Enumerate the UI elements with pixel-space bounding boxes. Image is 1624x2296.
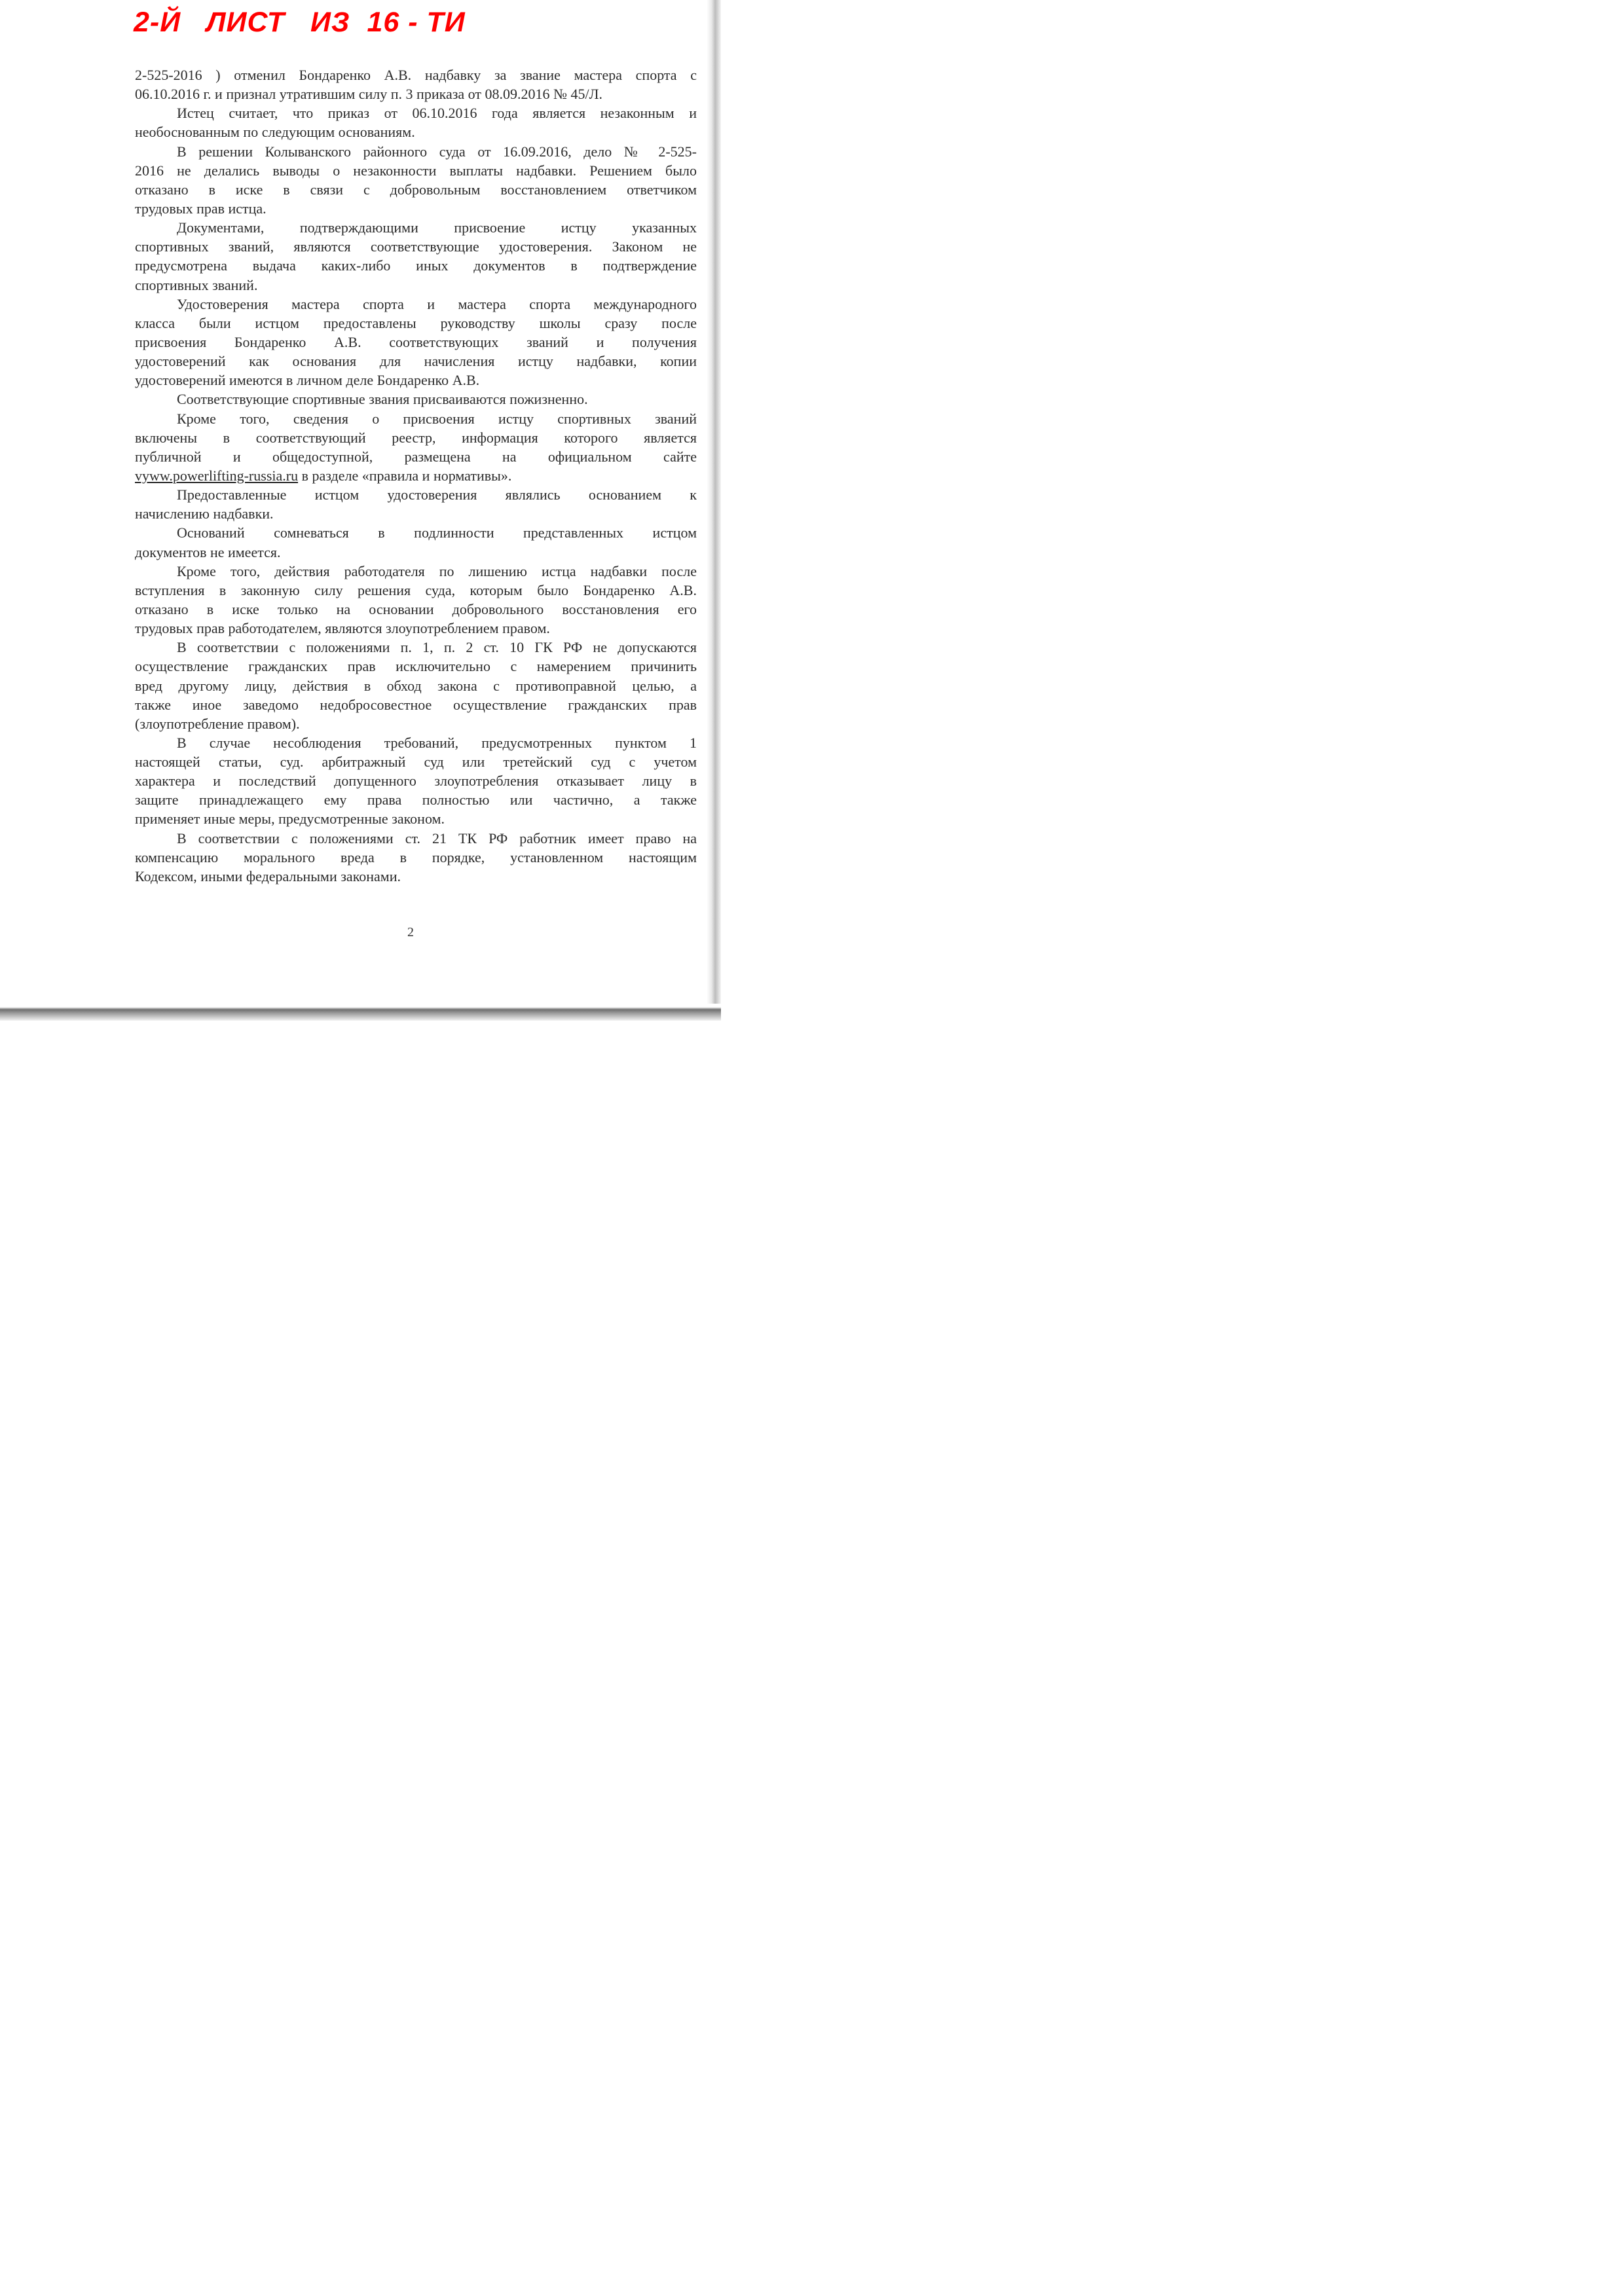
text-line: Соответствующие спортивные звания присваиваются пожизненно.	[177, 391, 588, 408]
text-line: удостоверений имеются в личном деле Бондаренко А.В.	[135, 372, 480, 389]
page-number: 2	[407, 925, 414, 939]
scan-shadow-right	[707, 0, 721, 1021]
text-line: Оснований сомневаться в подлинности представленных истцом	[177, 524, 697, 541]
text-line: применяет иные меры, предусмотренные законом.	[135, 811, 445, 828]
text-line: В соответствии с положениями ст. 21 ТК РФ работник имеет право на	[177, 829, 697, 847]
document-body	[135, 65, 697, 886]
text-line: удостоверений как основания для начисления истцу надбавки, копии	[135, 353, 697, 370]
text-line-tail: в разделе «правила и нормативы».	[298, 467, 512, 484]
text-line: Предоставленные истцом удостоверения являлись основанием к	[177, 486, 697, 503]
text-line: отказано в иске в связи с добровольным восстановлением ответчиком	[135, 181, 697, 198]
website-link[interactable]: vyww.powerlifting-russia.ru	[135, 467, 299, 484]
text-line: вред другому лицу, действия в обход закона с противоправной целью, а	[135, 677, 697, 694]
text-line: включены в соответствующий реестр, информация которого является	[135, 429, 697, 446]
sheet-label: 2-Й ЛИСТ ИЗ 16 - ТИ	[134, 7, 466, 38]
text-line: также иное заведомо недобросовестное осуществление гражданских прав	[135, 696, 697, 713]
text-line: класса были истцом предоставлены руководству школы сразу после	[135, 314, 697, 331]
text-line: В случае несоблюдения требований, предусмотренных пунктом 1	[177, 734, 697, 751]
text-line: отказано в иске только на основании добровольного восстановления его	[135, 600, 697, 617]
text-line: 2-525-2016 ) отменил Бондаренко А.В. надбавку за звание мастера спорта с	[135, 67, 697, 83]
text-line: документов не имеется.	[135, 543, 281, 560]
text-line: трудовых прав работодателем, являются злоупотреблением правом.	[135, 620, 550, 637]
text-line: предусмотрена выдача каких-либо иных документов в подтверждение	[135, 257, 697, 274]
text-line: характера и последствий допущенного злоупотребления отказывает лицу в	[135, 773, 697, 790]
text-line: 06.10.2016 г. и признал утратившим силу п. 3 приказа от 08.09.2016 № 45/Л.	[135, 86, 603, 103]
scan-shadow-bottom	[0, 1004, 721, 1021]
text-line: (злоупотребление правом).	[135, 715, 300, 732]
text-line: Документами, подтверждающими присвоение истцу указанных	[177, 219, 697, 236]
text-line: Кроме того, действия работодателя по лишению истца надбавки после	[177, 562, 697, 579]
text-line: трудовых прав истца.	[135, 200, 267, 217]
text-line: защите принадлежащего ему права полностью или частично, а также	[135, 792, 697, 809]
text-line	[135, 466, 697, 485]
text-line: присвоения Бондаренко А.В. соответствующих званий и получения	[135, 333, 697, 350]
text-line: Удостоверения мастера спорта и мастера спорта международного	[177, 295, 697, 312]
text-line: осуществление гражданских прав исключительно с намерением причинить	[135, 658, 697, 675]
text-line: В соответствии с положениями п. 1, п. 2 ст. 10 ГК РФ не допускаются	[177, 639, 697, 656]
text-line: В решении Колыванского районного суда от 16.09.2016, дело № 2-525-	[177, 143, 697, 160]
text-line: необоснованным по следующим основаниям.	[135, 124, 415, 141]
text-line: Кодексом, иными федеральными законами.	[135, 867, 401, 884]
text-line: публичной и общедоступной, размещена на официальном сайте	[135, 448, 697, 465]
text-line: Кроме того, сведения о присвоения истцу спортивных званий	[177, 410, 697, 427]
text-line: компенсацию морального вреда в порядке, установленном настоящим	[135, 848, 697, 866]
text-line: Истец считает, что приказ от 06.10.2016 года является незаконным и	[177, 105, 697, 122]
text-line: спортивных званий, являются соответствующие удостоверения. Законом не	[135, 238, 697, 255]
text-line: начислению надбавки.	[135, 505, 274, 522]
text-line: вступления в законную силу решения суда, которым было Бондаренко А.В.	[135, 581, 697, 598]
text-line: 2016 не делались выводы о незаконности выплаты надбавки. Решением было	[135, 162, 697, 179]
text-line: настоящей статьи, суд. арбитражный суд или третейский суд с учетом	[135, 754, 697, 771]
text-line: спортивных званий.	[135, 276, 258, 293]
